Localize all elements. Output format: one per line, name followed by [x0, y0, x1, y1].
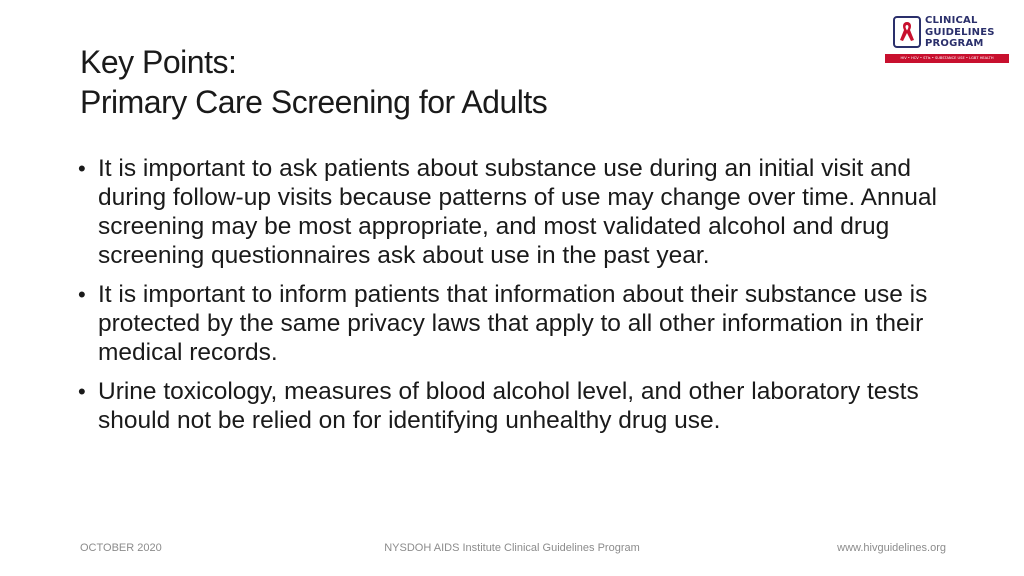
logo-tagline: HIV • HCV • STIs • SUBSTANCE USE • LGBT HEALTH: [885, 54, 1009, 63]
bullet-list: [78, 154, 958, 445]
bullet-item: [78, 154, 958, 270]
footer-program: NYSDOH AIDS Institute Clinical Guidelines Program: [384, 542, 640, 554]
bullet-item: [78, 377, 958, 435]
slide-title-line-2: Primary Care Screening for Adults: [80, 84, 548, 120]
red-ribbon-icon: [893, 16, 921, 48]
logo-wordmark: [925, 15, 995, 50]
logo-line-2: GUIDELINES: [925, 26, 995, 38]
clinical-guidelines-program-logo: [885, 14, 1009, 66]
bullet-marker: •: [78, 379, 86, 404]
slide-title-line-1: Key Points:: [80, 44, 237, 80]
footer-date: OCTOBER 2020: [80, 542, 162, 554]
bullet-marker: •: [78, 156, 86, 181]
logo-line-1: CLINICAL: [925, 15, 978, 26]
bullet-text: It is important to ask patients about substance use during an initial visit and during follow-up visits because patterns of use may change over time. Annual screening may be most appropriate, and most validated alcohol and drug screening questionnaires ask about use in the past year.: [98, 155, 937, 269]
bullet-text: Urine toxicology, measures of blood alcohol level, and other laboratory tests should not be relied on for identifying unhealthy drug use.: [98, 378, 919, 434]
footer-website: www.hivguidelines.org: [837, 542, 946, 554]
logo-line-3: PROGRAM: [925, 38, 984, 49]
bullet-text: It is important to inform patients that information about their substance use is protected by the same privacy laws that apply to all other information in their medical records.: [98, 281, 928, 366]
bullet-item: [78, 280, 958, 367]
slide-title: [80, 42, 840, 122]
bullet-marker: •: [78, 282, 86, 307]
